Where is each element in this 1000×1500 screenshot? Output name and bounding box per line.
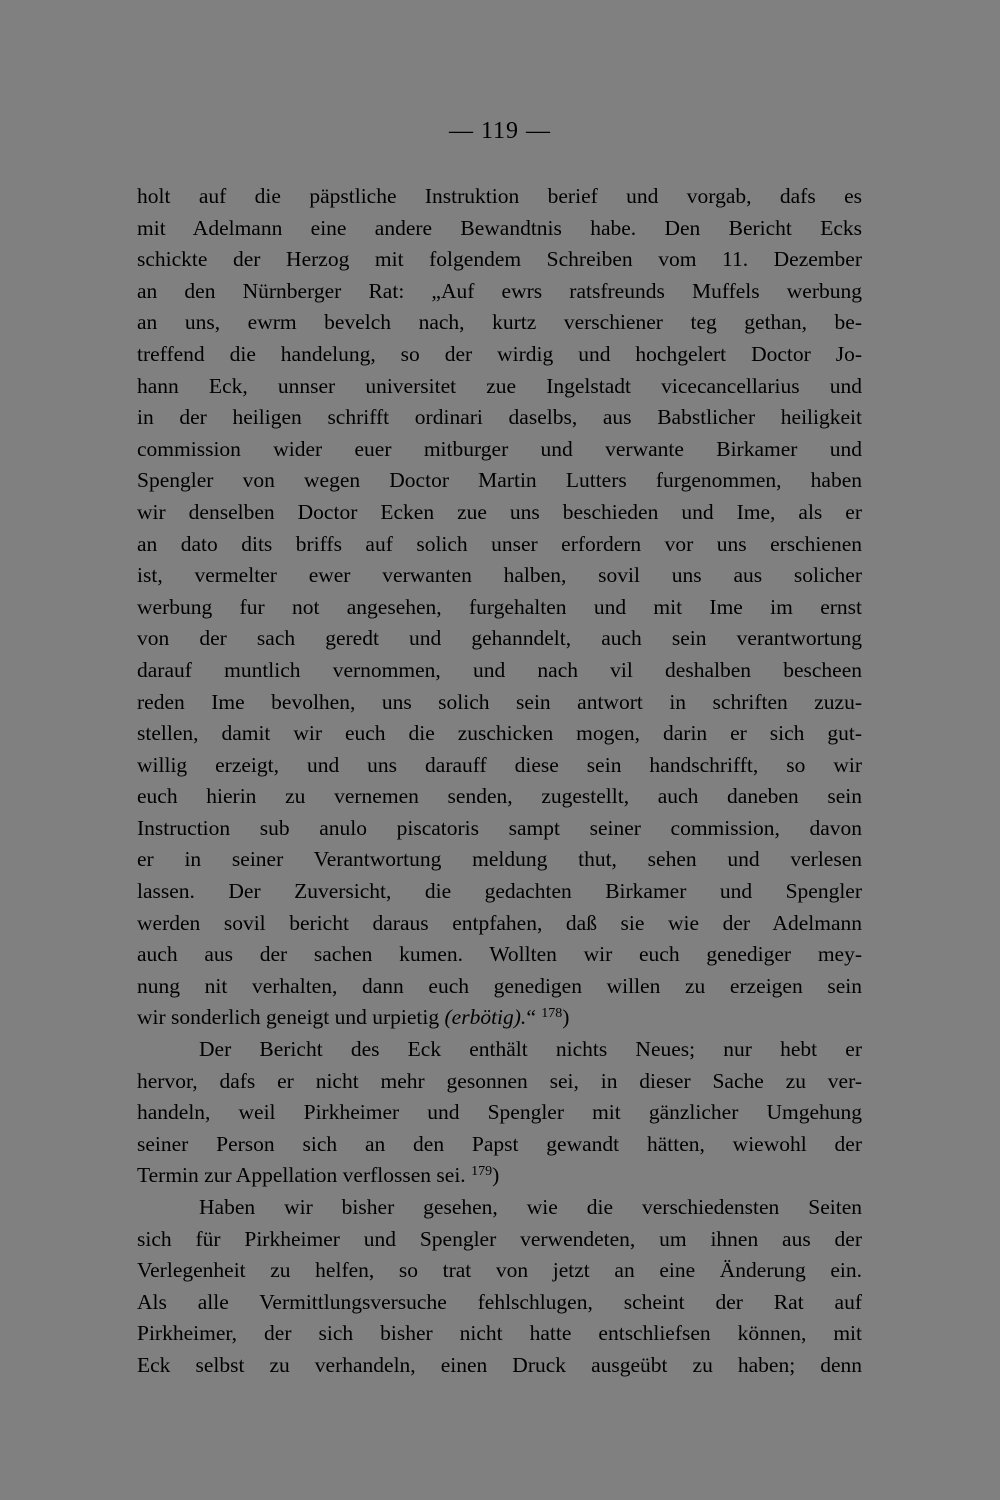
text-line: ist, vermelter ewer verwanten halben, sovil uns aus solicher: [137, 563, 862, 588]
italic-gloss: (erbötig).: [444, 1005, 527, 1030]
closing-quote: “: [526, 1005, 542, 1030]
text-line: stellen, damit wir euch die zuschicken mogen, darin er sich gut-: [137, 721, 862, 746]
text-line: seiner Person sich an den Papst gewandt hätten, wiewohl der: [137, 1131, 862, 1156]
text-line: an uns, ewrm bevelch nach, kurtz verschiener teg gethan, be-: [137, 310, 862, 335]
text-line: handeln, weil Pirkheimer und Spengler mit gänzlicher Umgehung: [137, 1100, 862, 1125]
page-number: — 119 —: [448, 118, 552, 144]
text-line: willig erzeigt, und uns darauff diese sein handschrifft, so wir: [137, 752, 862, 777]
footnote-parenthesis: ): [562, 1005, 570, 1030]
text-line: reden Ime bevolhen, uns solich sein antwort in schriften zuzu-: [137, 689, 862, 714]
text-line: er in seiner Verantwortung meldung thut, sehen und verlesen: [137, 847, 862, 872]
footnote-parenthesis: ): [492, 1163, 500, 1188]
body-text: [137, 181, 862, 1382]
text-line: Eck selbst zu verhandeln, einen Druck ausgeübt zu haben; denn: [137, 1352, 862, 1377]
text-line: darauf muntlich vernommen, und nach vil deshalben bescheen: [137, 657, 862, 682]
text-line: holt auf die päpstliche Instruktion berief und vorgab, dafs es: [137, 184, 862, 208]
footnote-reference: 179: [471, 1164, 493, 1180]
text-line: Verlegenheit zu helfen, so trat von jetzt an eine Änderung ein.: [137, 1258, 862, 1283]
paragraph-first-line: Haben wir bisher gesehen, wie die verschiedensten Seiten: [199, 1195, 862, 1219]
text-line-with-footnote: [137, 1002, 862, 1034]
text-line: Spengler von wegen Doctor Martin Lutters furgenommen, haben: [137, 468, 862, 493]
text-line: an dato dits briffs auf solich unser erfordern vor uns erschienen: [137, 531, 862, 556]
text-line: werden sovil bericht daraus entpfahen, daß sie wie der Adelmann: [137, 910, 862, 935]
text-line: Als alle Vermittlungsversuche fehlschlugen, scheint der Rat auf: [137, 1289, 862, 1314]
text-line: Instruction sub anulo piscatoris sampt seiner commission, davon: [137, 815, 862, 840]
text-line-with-footnote: [137, 1160, 862, 1192]
text-line: hervor, dafs er nicht mehr gesonnen sei, in dieser Sache zu ver-: [137, 1068, 862, 1093]
paragraph-first-line: Der Bericht des Eck enthält nichts Neues; nur hebt er: [199, 1037, 862, 1062]
text-line: wir denselben Doctor Ecken zue uns beschieden und Ime, als er: [137, 499, 862, 524]
text-line: treffend die handelung, so der wirdig und hochgelert Doctor Jo-: [137, 341, 862, 366]
text-line: euch hierin zu vernemen senden, zugestellt, auch daneben sein: [137, 784, 862, 809]
text-line: an den Nürnberger Rat: „Auf ewrs ratsfreunds Muffels werbung: [137, 278, 862, 303]
text-line: Pirkheimer, der sich bisher nicht hatte entschliefsen können, mit: [137, 1321, 862, 1346]
text-line: von der sach geredt und gehanndelt, auch sein verantwortung: [137, 626, 862, 651]
text-line: sich für Pirkheimer und Spengler verwendeten, um ihnen aus der: [137, 1226, 862, 1251]
text-line: mit Adelmann eine andere Bewandtnis habe. Den Bericht Ecks: [137, 215, 862, 240]
text-line: nung nit verhalten, dann euch genedigen willen zu erzeigen sein: [137, 973, 862, 998]
text-line: schickte der Herzog mit folgendem Schreiben vom 11. Dezember: [137, 247, 862, 272]
footnote-reference: 178: [541, 1006, 563, 1022]
text-line: commission wider euer mitburger und verwante Birkamer und: [137, 436, 862, 461]
line-text: Termin zur Appellation verflossen sei.: [137, 1163, 472, 1188]
line-text: wir sonderlich geneigt und urpietig: [137, 1005, 445, 1030]
text-line: in der heiligen schrifft ordinari daselbs, aus Babstlicher heiligkeit: [137, 405, 862, 430]
text-line: auch aus der sachen kumen. Wollten wir euch genediger mey-: [137, 942, 862, 967]
text-line: lassen. Der Zuversicht, die gedachten Birkamer und Spengler: [137, 879, 862, 904]
text-line: werbung fur not angesehen, furgehalten und mit Ime im ernst: [137, 594, 862, 619]
text-line: hann Eck, unnser universitet zue Ingelstadt vicecancellarius und: [137, 373, 862, 398]
